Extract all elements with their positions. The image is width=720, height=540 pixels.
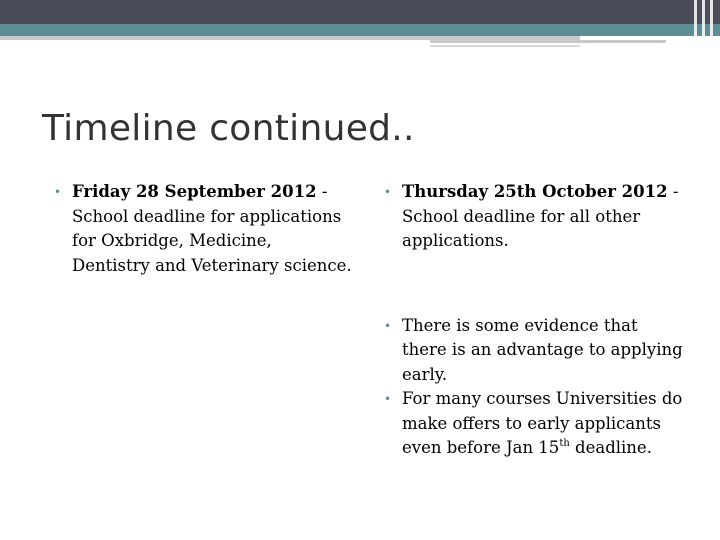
- bullet-item-oxbridge-deadline: [54, 180, 354, 278]
- top-line-thin: [430, 45, 580, 47]
- item-text: - School deadline for all other applications.: [402, 182, 679, 250]
- right-stripes: [690, 0, 720, 50]
- item-date: Thursday 25th October 2012: [402, 182, 668, 201]
- top-line-short: [430, 40, 666, 43]
- bullet-icon: •: [384, 318, 392, 333]
- slide-title: Timeline continued..: [42, 108, 415, 149]
- bullet-icon: •: [54, 185, 62, 199]
- top-bar-teal: [0, 24, 720, 36]
- item-date: Friday 28 September 2012: [72, 182, 317, 201]
- left-column: [54, 180, 354, 278]
- item-superscript: th: [559, 437, 570, 449]
- item-text: - School deadline for applications for Oxbridge, Medicine, Dentistry and Veterinary science.: [72, 182, 352, 275]
- bullet-item-other-deadline: [384, 180, 684, 254]
- bullet-icon: •: [384, 392, 392, 406]
- bullet-item-early-offers: [384, 387, 684, 461]
- item-text-end: deadline.: [569, 438, 652, 457]
- spacer: [384, 254, 684, 314]
- right-column: [384, 180, 684, 461]
- bullet-item-evidence: [384, 314, 684, 388]
- item-text: There is some evidence that there is an advantage to applying early.: [402, 315, 683, 384]
- top-bar-dark: [0, 0, 720, 24]
- item-text: For many courses Universities do make offers to early applicants even before Jan 15: [402, 389, 683, 457]
- bullet-icon: •: [384, 185, 392, 199]
